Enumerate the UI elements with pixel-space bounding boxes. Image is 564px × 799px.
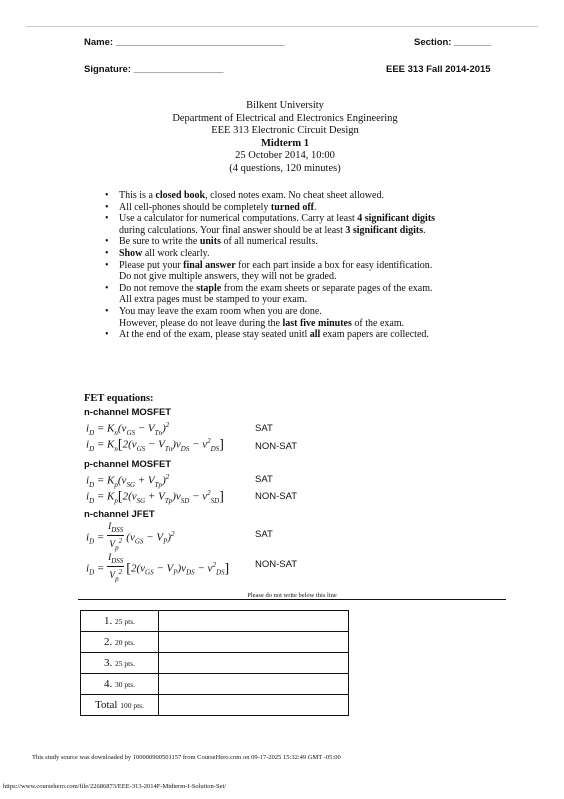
rule-item bbox=[103, 248, 523, 260]
rule-item bbox=[103, 236, 523, 248]
question-points: 20 pts. bbox=[114, 638, 135, 647]
pmos-sat-label: SAT bbox=[255, 474, 273, 485]
rule-item bbox=[103, 318, 523, 330]
rule-item bbox=[103, 283, 523, 295]
department-name: Department of Electrical and Electronics Engineering bbox=[172, 112, 398, 124]
rule-text: At the end of the exam, please stay seated unitl bbox=[119, 329, 310, 341]
question-number: 1. bbox=[103, 615, 113, 627]
jfet-sat-label: SAT bbox=[255, 529, 273, 540]
rule-text: All cell-phones should be completely bbox=[119, 201, 271, 213]
question-number: Total bbox=[95, 699, 118, 711]
exam-date: 25 October 2014, 10:00 bbox=[235, 150, 335, 162]
pmos-nonsat-label: NON-SAT bbox=[255, 491, 298, 502]
rule-text: during calculations. Your final answer should be at least bbox=[119, 224, 346, 236]
score-entry-cell bbox=[159, 653, 349, 674]
rule-emphasis: 3 significant digits bbox=[345, 224, 424, 236]
rule-item bbox=[103, 271, 523, 283]
rule-item bbox=[103, 260, 523, 272]
nmos-nonsat-equation: $i_D = K_n[2(v_{GS} - V_{Tn})v_{DS} - v^2_{DS}]$ bbox=[86, 437, 224, 453]
score-entry-cell bbox=[159, 611, 349, 632]
score-entry-cell bbox=[159, 674, 349, 695]
rule-text: all work clearly. bbox=[142, 247, 210, 259]
rule-item bbox=[103, 190, 523, 202]
exam-title-block bbox=[60, 100, 510, 176]
question-cell bbox=[81, 611, 159, 632]
exam-rules-list bbox=[103, 190, 523, 341]
question-cell bbox=[81, 632, 159, 653]
top-rule bbox=[26, 26, 538, 27]
pmos-nonsat-equation: $i_D = K_p[2(v_{SG} + V_{Tp})v_{SD} - v^2_{SD}]$ bbox=[86, 489, 224, 505]
question-number: 2. bbox=[103, 636, 113, 648]
rule-emphasis: all bbox=[309, 329, 321, 341]
jfet-label: n-channel JFET bbox=[84, 509, 155, 520]
rule-text: Be sure to write the bbox=[119, 236, 200, 248]
rule-text: Use a calculator for numerical computations. Carry at least bbox=[119, 213, 358, 225]
rule-item bbox=[103, 294, 523, 306]
rule-text: Do not give multiple answers, they will not be graded. bbox=[119, 271, 337, 283]
exam-details: (4 questions, 120 minutes) bbox=[229, 162, 341, 174]
rule-item bbox=[103, 225, 523, 237]
do-not-write-divider bbox=[78, 599, 506, 600]
nmos-label: n-channel MOSFET bbox=[84, 407, 172, 418]
rule-text: for each part inside a box for easy identification. bbox=[235, 259, 433, 271]
rule-text: , closed notes exam. No cheat sheet allowed. bbox=[205, 190, 384, 201]
rule-item bbox=[103, 306, 523, 318]
question-cell bbox=[81, 695, 159, 716]
rule-emphasis: last five minutes bbox=[282, 317, 352, 329]
rule-text: All extra pages must be stamped to your exam. bbox=[119, 294, 308, 306]
section-field-label: Section: _______ bbox=[414, 37, 492, 48]
pmos-sat-equation: $i_D = K_p(v_{SG} + V_{Tp})^2$ bbox=[86, 473, 170, 489]
question-points: 25 pts. bbox=[114, 659, 135, 668]
question-points: 100 pts. bbox=[120, 701, 144, 710]
score-row bbox=[81, 632, 349, 653]
rule-emphasis: staple bbox=[196, 282, 222, 294]
question-number: 3. bbox=[103, 657, 113, 669]
jfet-nonsat-equation: $i_D$ = $\frac{I_{DSS}}{V_p^2}$ $[2(v_{GS} - V_P)v_{DS} - v^2_{DS}]$ bbox=[86, 553, 230, 583]
score-entry-cell bbox=[159, 695, 349, 716]
score-table bbox=[80, 610, 349, 716]
rule-text: You may leave the exam room when you are done. bbox=[119, 305, 322, 317]
rule-text: However, please do not leave during the bbox=[119, 317, 283, 329]
rule-text: of all numerical results. bbox=[220, 236, 318, 248]
rule-text: This is a bbox=[119, 190, 156, 201]
rule-text: Please put your bbox=[119, 259, 184, 271]
rule-emphasis: 4 significant digits bbox=[357, 213, 436, 225]
nmos-sat-equation: $i_D = K_n(v_{GS} - V_{Tn})^2$ bbox=[86, 421, 170, 437]
rule-text: of the exam. bbox=[351, 317, 405, 329]
score-row bbox=[81, 674, 349, 695]
rule-emphasis: units bbox=[199, 236, 221, 248]
rule-text: Do not remove the bbox=[119, 282, 197, 294]
rule-text: . bbox=[313, 201, 317, 213]
download-notice: This study source was downloaded by 100000900501157 from CourseHero.com on 09-17-2025 15:32:49 GMT -05:00 bbox=[32, 754, 341, 761]
score-row bbox=[81, 653, 349, 674]
rule-text: exam papers are collected. bbox=[320, 329, 429, 341]
rule-emphasis: turned off bbox=[270, 201, 314, 213]
fet-equations-title: FET equations: bbox=[84, 393, 154, 404]
nmos-nonsat-label: NON-SAT bbox=[255, 441, 298, 452]
course-term-label: EEE 313 Fall 2014-2015 bbox=[386, 64, 491, 75]
rule-emphasis: closed book bbox=[155, 190, 206, 201]
exam-name: Midterm 1 bbox=[260, 137, 310, 149]
question-cell bbox=[81, 653, 159, 674]
signature-field-label: Signature: _________________ bbox=[84, 64, 224, 75]
question-cell bbox=[81, 674, 159, 695]
rule-emphasis: Show bbox=[119, 247, 143, 259]
rule-item bbox=[103, 329, 523, 341]
do-not-write-note: Please do not write below this line bbox=[247, 592, 337, 599]
score-entry-cell bbox=[159, 632, 349, 653]
rule-emphasis: final answer bbox=[183, 259, 236, 271]
score-row bbox=[81, 695, 349, 716]
question-points: 30 pts. bbox=[114, 680, 135, 689]
rule-text: . bbox=[423, 224, 426, 236]
pmos-label: p-channel MOSFET bbox=[84, 459, 172, 470]
rule-text: from the exam sheets or separate pages of the exam. bbox=[221, 282, 433, 294]
jfet-sat-equation: $i_D$ = $\frac{I_{DSS}}{V_p^2}$ $(v_{GS} - V_P)^2$ bbox=[86, 522, 175, 552]
rule-item bbox=[103, 202, 523, 214]
source-url[interactable]: https://www.coursehero.com/file/22686873/EEE-313-2014F-Midterm-I-Solution-Set/ bbox=[3, 783, 227, 790]
rule-item bbox=[103, 213, 523, 225]
university-name: Bilkent University bbox=[246, 100, 324, 111]
nmos-sat-label: SAT bbox=[255, 423, 273, 434]
question-number: 4. bbox=[103, 678, 113, 690]
jfet-nonsat-label: NON-SAT bbox=[255, 559, 298, 570]
course-name: EEE 313 Electronic Circuit Design bbox=[211, 125, 359, 137]
question-points: 25 pts. bbox=[114, 617, 135, 626]
name-field-label: Name: ________________________________ bbox=[84, 37, 285, 48]
score-row bbox=[81, 611, 349, 632]
